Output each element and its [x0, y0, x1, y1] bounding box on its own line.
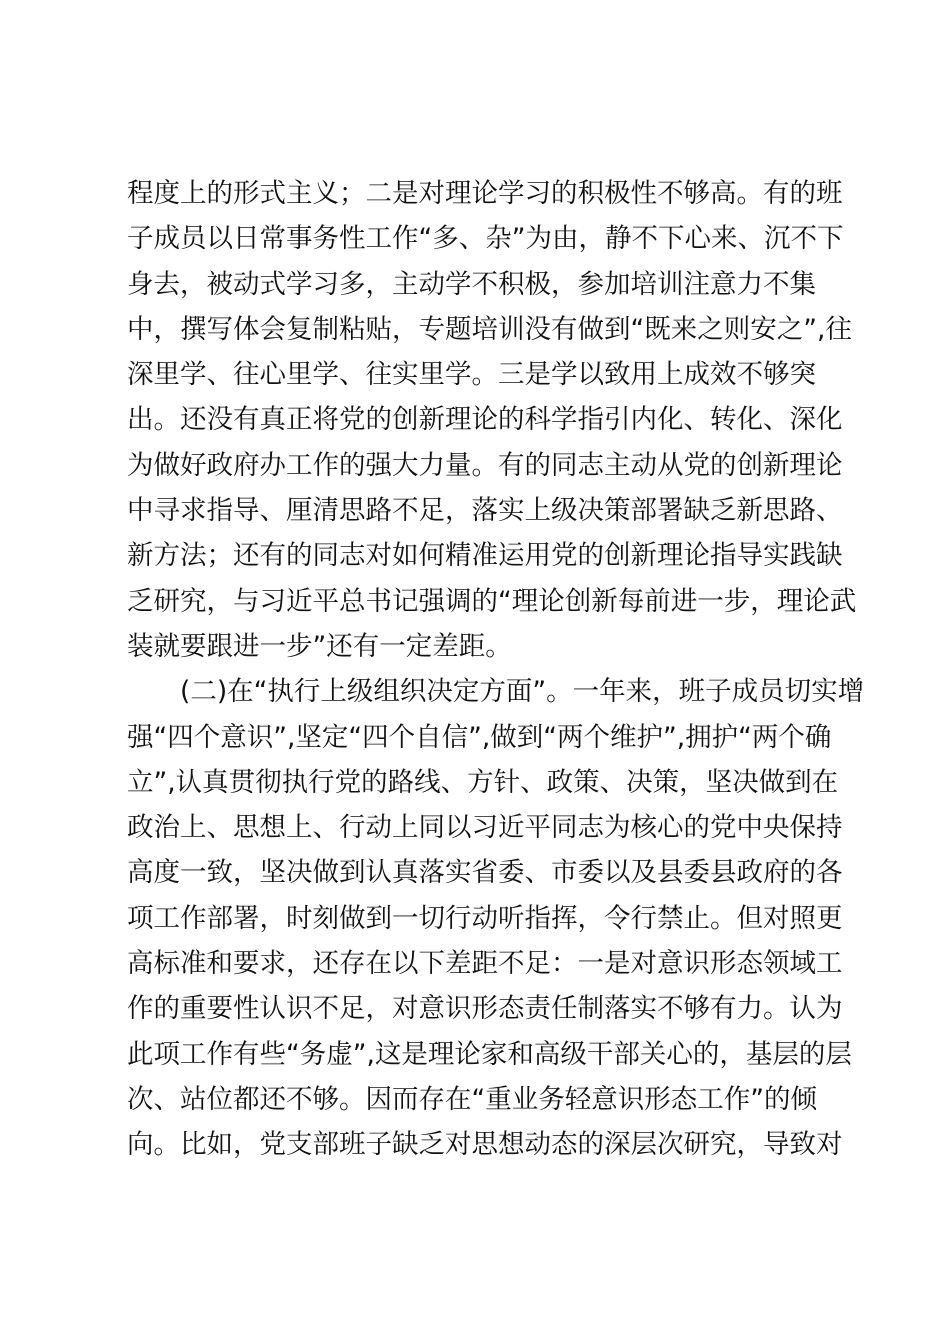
text-line: 高度一致，坚决做到认真落实省委、市委以及县委县政府的各	[127, 857, 843, 889]
text-line: 子成员以日常事务性工作“多、杂”为由，静不下心来、沉不下	[127, 223, 844, 255]
text-line: 强“四个意识”,坚定“四个自信”,做到“两个维护”,拥护“两个确	[127, 721, 832, 753]
text-line: 深里学、往心里学、往实里学。三是学以致用上成效不够突	[127, 359, 816, 391]
text-line: 为做好政府办工作的强大力量。有的同志主动从党的创新理论	[127, 449, 843, 481]
text-line: 高标准和要求，还存在以下差距不足：一是对意识形态领域工	[127, 948, 843, 980]
text-line: 新方法；还有的同志对如何精准运用党的创新理论指导实践缺	[127, 540, 843, 572]
text-line: 项工作部署，时刻做到一切行动听指挥，令行禁止。但对照更	[127, 902, 843, 934]
text-line: 出。还没有真正将党的创新理论的科学指引内化、转化、深化	[127, 404, 843, 436]
text-line: 次、站位都还不够。因而存在“重业务轻意识形态工作”的倾	[127, 1083, 817, 1115]
text-line: 程度上的形式主义；二是对理论学习的积极性不够高。有的班	[127, 178, 843, 209]
text-line: 向。比如，党支部班子缺乏对思想动态的深层次研究，导致对	[127, 1129, 843, 1161]
section-heading-line: (二)在“执行上级组织决定方面”。一年来，班子成员切实增	[127, 676, 865, 708]
text-line: 装就要跟进一步”还有一定差距。	[127, 630, 512, 662]
text-line: 立”,认真贯彻执行党的路线、方针、政策、决策，坚决做到在	[127, 766, 839, 798]
text-line: 此项工作有些“务虚”,这是理论家和高级干部关心的，基层的层	[127, 1038, 852, 1070]
text-line: 中，撰写体会复制粘贴，专题培训没有做到“既来之则安之”,往	[127, 313, 852, 345]
text-line: 作的重要性认识不足，对意识形态责任制落实不够有力。认为	[127, 993, 843, 1025]
text-line: 乏研究，与习近平总书记强调的“理论创新每前进一步，理论武	[127, 585, 857, 617]
body-text	[127, 171, 865, 1168]
text-line: 身去，被动式学习多，主动学不积极，参加培训注意力不集	[127, 268, 816, 300]
text-line: 中寻求指导、厘清思路不足，落实上级决策部署缺乏新思路、	[127, 495, 843, 527]
text-line: 政治上、思想上、行动上同以习近平同志为核心的党中央保持	[127, 812, 843, 844]
